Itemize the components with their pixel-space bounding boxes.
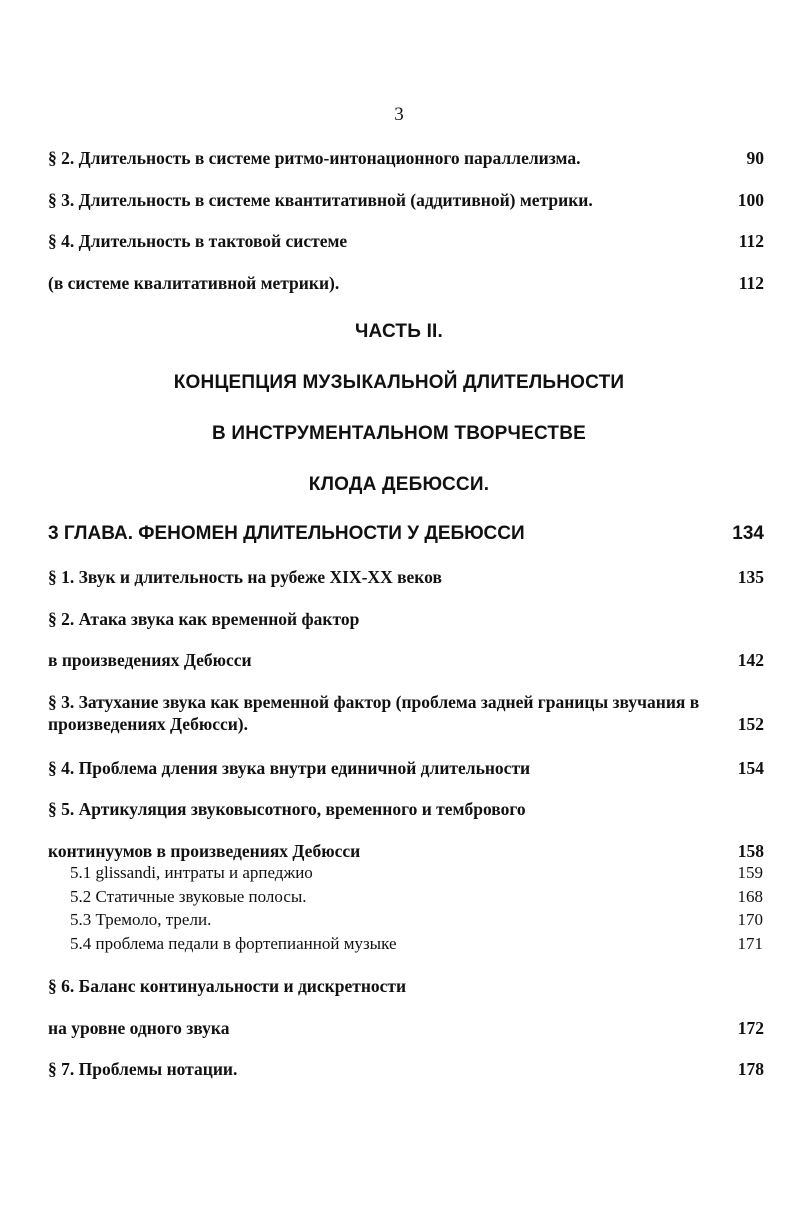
toc-entry-text: § 4. Проблема дления звука внутри единичной длительности [48, 758, 531, 778]
toc-entry-page: 172 [737, 1018, 764, 1038]
toc-subentry [70, 909, 763, 930]
toc-subentry [70, 933, 763, 954]
toc-entry [48, 272, 764, 294]
chapter-entry [48, 523, 764, 545]
toc-entry-text: § 1. Звук и длительность на рубеже XIX-XX веков [48, 567, 442, 587]
toc-entry [48, 1017, 764, 1039]
part-title-line-1: КОНЦЕПЦИЯ МУЗЫКАЛЬНОЙ ДЛИТЕЛЬНОСТИ [173, 372, 625, 393]
toc-entry-page: 100 [737, 190, 764, 210]
toc-entry-page: 178 [737, 1059, 764, 1079]
toc-subentry-page: 171 [737, 934, 763, 953]
toc-entry [48, 975, 764, 997]
toc-entry [48, 691, 764, 735]
toc-entry [48, 649, 764, 671]
toc-entry-text: § 3. Длительность в системе квантитативной (аддитивной) метрики. [48, 190, 593, 210]
toc-entry-text: § 6. Баланс континуальности и дискретности [48, 976, 407, 996]
toc-entry-page: 135 [737, 567, 764, 587]
chapter-title: 3 ГЛАВА. ФЕНОМЕН ДЛИТЕЛЬНОСТИ У ДЕБЮССИ [48, 523, 525, 544]
toc-entry-text: на уровне одного звука [48, 1018, 230, 1038]
toc-entry-text: § 2. Атака звука как временной фактор [48, 609, 360, 629]
toc-subentry [70, 862, 763, 883]
page-number: 3 [394, 104, 404, 125]
toc-entry-page: 112 [738, 273, 764, 293]
toc-subentry-text: 5.4 проблема педали в фортепианной музыке [70, 934, 397, 953]
toc-entry [48, 1058, 764, 1080]
toc-entry-text: (в системе квалитативной метрики). [48, 273, 340, 293]
chapter-page: 134 [732, 523, 764, 544]
toc-entry-page: 112 [738, 231, 764, 251]
toc-entry-text: континуумов в произведениях Дебюсси [48, 841, 361, 861]
toc-entry-text: § 3. Затухание звука как временной фактор (проблема задней границы звучания в произведениях Дебюсси). [48, 692, 700, 734]
toc-entry-page: 154 [737, 758, 764, 778]
toc-entry-page: 158 [737, 841, 764, 861]
part-label: ЧАСТЬ II. [354, 321, 444, 342]
toc-subentry-page: 168 [737, 887, 763, 906]
toc-entry-text: в произведениях Дебюсси [48, 650, 252, 670]
toc-entry-text: § 2. Длительность в системе ритмо-интонационного параллелизма. [48, 148, 581, 168]
toc-subentry-text: 5.2 Статичные звуковые полосы. [70, 887, 307, 906]
toc-entry-text: § 4. Длительность в тактовой системе [48, 231, 348, 251]
toc-entry-text: § 5. Артикуляция звуковысотного, временного и тембрового [48, 799, 526, 819]
toc-entry [48, 608, 764, 630]
toc-entry [48, 840, 764, 862]
toc-entry [48, 798, 764, 820]
toc-subentry-page: 170 [737, 910, 763, 929]
toc-entry [48, 189, 764, 211]
toc-entry [48, 757, 764, 779]
toc-subentry-text: 5.3 Тремоло, трели. [70, 910, 212, 929]
toc-subentry [70, 886, 763, 907]
toc-entry-page: 142 [737, 650, 764, 670]
toc-entry [48, 230, 764, 252]
toc-subentry-page: 159 [737, 863, 763, 882]
toc-entry [48, 566, 764, 588]
toc-entry-page: 90 [746, 148, 764, 168]
part-title-line-2: В ИНСТРУМЕНТАЛЬНОМ ТВОРЧЕСТВЕ [211, 423, 587, 444]
part-title-line-3: КЛОДА ДЕБЮССИ. [308, 474, 490, 495]
toc-entry [48, 147, 764, 169]
toc-subentry-text: 5.1 glissandi, интраты и арпеджио [70, 863, 313, 882]
toc-entry-text: § 7. Проблемы нотации. [48, 1059, 238, 1079]
toc-entry-page: 152 [737, 714, 764, 734]
